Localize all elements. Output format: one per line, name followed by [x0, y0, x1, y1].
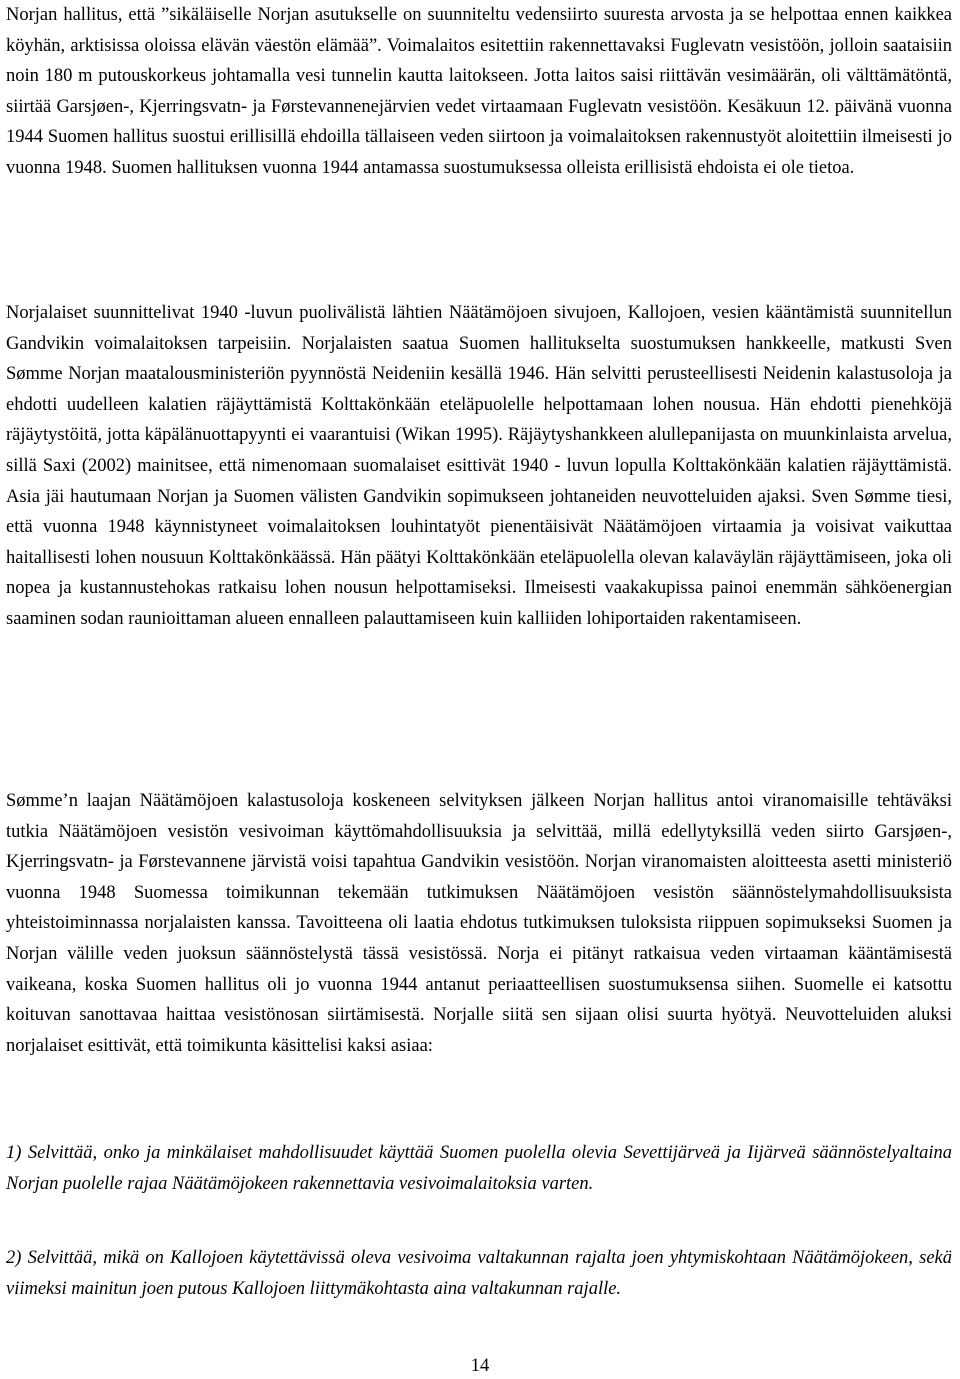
paragraph-2: Norjalaiset suunnittelivat 1940 -luvun puolivälistä lähtien Näätämöjoen sivujoen, Kallojoen, vesien kääntämistä suunnitellun Gandvikin voimalaitoksen tarpeisiin. Norjalaisten saatua Suomen hallitukselta suostumuksen hankkeelle, matkusti Sven Sømme Norjan maatalousministeriön pyynnöstä Neideniin kesällä 1946. Hän selvitti perusteellisesti Neidenin kalastusoloja ja ehdotti uudelleen kalatien räjäyttämistä Kolttakönkään eteläpuolelle helpottamaan lohen nousua. Hän ehdotti pienehköjä räjäytystöitä, jotta käpälänuottapyynti ei vaarantuisi (Wikan 1995). Räjäytyshankkeen alullepanijasta on muunkinlaista arvelua, sillä Saxi (2002) mainitsee, että nimenomaan suomalaiset esittivät 1940 - luvun lopulla Kolttakönkään kalatien räjäyttämistä. Asia jäi hautumaan Norjan ja Suomen välisten Gandvikin sopimukseen johtaneiden neuvotteluiden ajaksi. Sven Sømme tiesi, että vuonna 1948 käynnistyneet voimalaitoksen louhintatyöt pienentäisivät Näätämöjoen virtaamia ja voisivat vaikuttaa haitallisesti lohen nousuun Kolttakönkäässä. Hän päätyi Kolttakönkään eteläpuolella olevan kalaväylän räjäyttämiseen, joka oli nopea ja kustannustehokas ratkaisu lohen nousun helpottamiseksi. Ilmeisesti vaakakupissa painoi enemmän sähköenergian saaminen sodan raunioittaman alueen ennalleen palauttamiseen kuin kalliiden lohiportaiden rakentamiseen. — [6, 303, 952, 629]
paragraph-3: Sømme’n laajan Näätämöjoen kalastusoloja koskeneen selvityksen jälkeen Norjan hallitus antoi viranomaisille tehtäväksi tutkia Näätämöjoen vesistön vesivoiman käyttömahdollisuuksia ja selvittää, millä edellytyksillä veden siirto Garsjøen-, Kjerringsvatn- ja Førstevannene järvistä voisi tapahtua Gandvikin vesistöön. Norjan viranomaisten aloitteesta asetti ministeriö vuonna 1948 Suomessa toimikunnan tekemään tutkimuksen Näätämöjoen vesistön säännöstelymahdollisuuksista yhteistoiminnassa norjalaisten kanssa. Tavoitteena oli laatia ehdotus tutkimuksen tuloksista riippuen sopimukseksi Suomen ja Norjan välille veden juoksun säännöstelystä tässä vesistössä. Norja ei pitänyt ratkaisua veden virtaaman kääntämisestä vaikeana, koska Suomen hallitus oli jo vuonna 1944 antanut periaatteellisen suostumuksensa siihen. Suomelle ei katsottu koituvan sanottavaa haittaa vesistönosan siirtämisestä. Norjalle siitä sen sijaan olisi suurta hyötyä. Neuvotteluiden aluksi norjalaiset esittivät, että toimikunta käsittelisi kaksi asiaa: — [6, 791, 952, 1056]
list-item-1: 1) Selvittää, onko ja minkälaiset mahdollisuudet käyttää Suomen puolella olevia Sevettijärveä ja Iijärveä säännöstelyaltaina Norjan puolelle rajaa Näätämöjokeen rakennettavia vesivoimalaitoksia varten. — [6, 1143, 952, 1194]
page-number: 14 — [470, 1356, 490, 1376]
paragraph-1: Norjan hallitus, että ”sikäläiselle Norjan asutukselle on suunniteltu vedensiirto suuresta arvosta ja se helpottaa ennen kaikkea köyhän, arktisissa oloissa elävän väestön elämää”. Voimalaitos esitettiin rakennettavaksi Fuglevatn vesistöön, jolloin saataisiin noin 180 m putouskorkeus johtamalla vesi tunnelin kautta laitokseen. Jotta laitos saisi riittävän vesimäärän, oli välttämätöntä, siirtää Garsjøen-, Kjerringsvatn- ja Førstevannenejärvien vedet virtaamaan Fuglevatn vesistöön. Kesäkuun 12. päivänä vuonna 1944 Suomen hallitus suostui erillisillä ehdoilla tällaiseen veden siirtoon ja voimalaitoksen rakennustyöt aloitettiin ilmeisesti jo vuonna 1948. Suomen hallituksen vuonna 1944 antamassa suostumuksessa olleista erillisistä ehdoista ei ole tietoa. — [6, 5, 952, 178]
list-item-2: 2) Selvittää, mikä on Kallojoen käytettävissä oleva vesivoima valtakunnan rajalta joen yhtymiskohtaan Näätämöjokeen, sekä viimeksi mainitun joen putous Kallojoen liittymäkohtasta aina valtakunnan rajalle. — [6, 1248, 952, 1299]
